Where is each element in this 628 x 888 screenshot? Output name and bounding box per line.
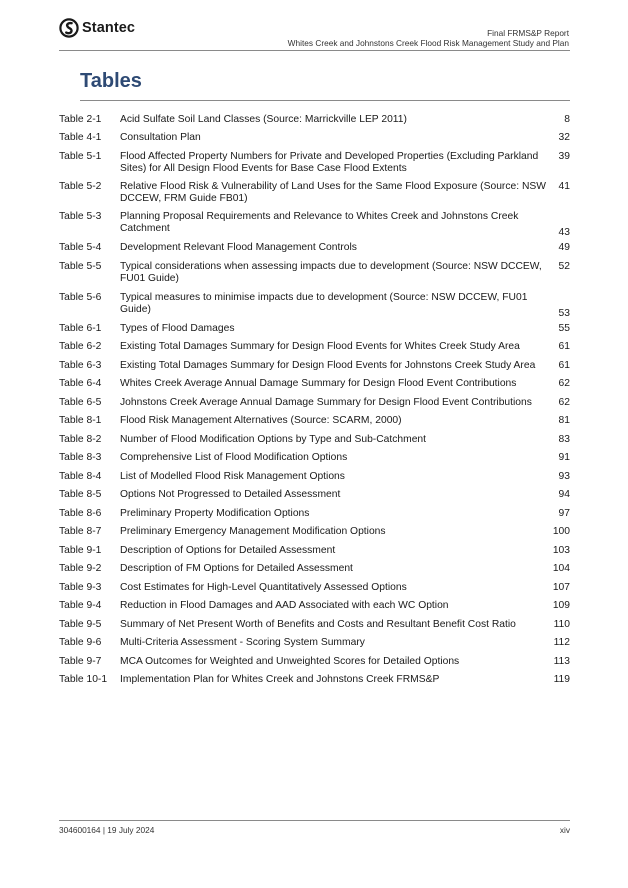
toc-entry[interactable]: [59, 434, 570, 446]
toc-entry-description: Acid Sulfate Soil Land Classes (Source: Marrickville LEP 2011): [120, 114, 407, 125]
toc-entry-description: List of Modelled Flood Risk Management Options: [120, 471, 345, 482]
toc-entry[interactable]: [59, 261, 570, 285]
toc-entry[interactable]: [59, 378, 570, 390]
toc-entry[interactable]: [59, 526, 570, 538]
toc-entry-number: Table 8-5: [59, 489, 102, 500]
toc-entry-description: Consultation Plan: [120, 132, 201, 143]
toc-entry-page: 62: [558, 378, 570, 389]
toc-entry-description: Cost Estimates for High-Level Quantitatively Assessed Options: [120, 582, 407, 593]
toc-entry-description: Johnstons Creek Average Annual Damage Summary for Design Flood Event Contributions: [120, 397, 532, 408]
toc-entry-page: 81: [558, 415, 570, 426]
toc-entry-number: Table 6-2: [59, 341, 102, 352]
toc-entry-page: 97: [558, 508, 570, 519]
toc-entry-number: Table 9-2: [59, 563, 102, 574]
toc-entry-description: Preliminary Property Modification Options: [120, 508, 310, 519]
toc-entry[interactable]: [59, 508, 570, 520]
toc-entry-page: 94: [558, 489, 570, 500]
toc-entry-page: 61: [558, 341, 570, 352]
toc-entry-number: Table 9-4: [59, 600, 102, 611]
toc-entry-description: Existing Total Damages Summary for Design Flood Events for Johnstons Creek Study Area: [120, 360, 536, 371]
toc-entry-description: Reduction in Flood Damages and AAD Associated with each WC Option: [120, 600, 449, 611]
toc-entry[interactable]: [59, 563, 570, 575]
toc-entry-page: 53: [558, 308, 570, 319]
page-header: [59, 18, 569, 52]
toc-entry-number: Table 5-5: [59, 261, 102, 272]
page-title: Tables: [80, 70, 142, 92]
toc-entry-description: Description of FM Options for Detailed Assessment: [120, 563, 353, 574]
toc-entry-page: 107: [552, 582, 570, 593]
toc-entry[interactable]: [59, 656, 570, 668]
toc-entry[interactable]: [59, 132, 570, 144]
toc-entry-page: 49: [558, 242, 570, 253]
toc-entry-page: 83: [558, 434, 570, 445]
toc-entry-page: 119: [553, 674, 570, 685]
toc-entry[interactable]: [59, 341, 570, 353]
toc-entry-number: Table 8-6: [59, 508, 102, 519]
stantec-logo-icon: [59, 18, 79, 38]
toc-entry-page: 8: [564, 114, 570, 125]
toc-entry-number: Table 6-1: [59, 323, 102, 334]
toc-entry-description: Description of Options for Detailed Assessment: [120, 545, 336, 556]
toc-entry-number: Table 8-2: [59, 434, 102, 445]
toc-entry-number: Table 9-1: [59, 545, 102, 556]
toc-entry-number: Table 5-6: [59, 292, 102, 303]
toc-entry-description: Flood Affected Property Numbers for Private and Developed Properties (Excluding Parkland Sites) for All Design Flood Events for Base Case Flood Extents: [120, 151, 539, 174]
toc-entry-description: Multi-Criteria Assessment - Scoring System Summary: [120, 637, 365, 648]
toc-entry-number: Table 8-1: [59, 415, 102, 426]
toc-entry-page: 91: [558, 452, 570, 463]
toc-entry-number: Table 6-5: [59, 397, 102, 408]
toc-entry[interactable]: [59, 323, 570, 335]
logo-text: Stantec: [82, 20, 136, 36]
toc-entry-page: 55: [558, 323, 570, 334]
toc-entry-description: Implementation Plan for Whites Creek and Johnstons Creek FRMS&P: [120, 674, 440, 685]
toc-entry[interactable]: [59, 397, 570, 409]
toc-entry[interactable]: [59, 181, 570, 205]
footer-document-info: 304600164 | 19 July 2024: [59, 825, 155, 835]
toc-entry-number: Table 9-6: [59, 637, 102, 648]
toc-entry[interactable]: [59, 242, 570, 254]
toc-entry-description: Typical considerations when assessing impacts due to development (Source: NSW DCCEW, FU01 Guide): [120, 261, 542, 284]
toc-entry-number: Table 5-3: [59, 211, 102, 222]
toc-entry-description: Flood Risk Management Alternatives (Source: SCARM, 2000): [120, 415, 402, 426]
toc-entry-description: Options Not Progressed to Detailed Assessment: [120, 489, 341, 500]
report-title: Final FRMS&P Report: [487, 28, 569, 38]
toc-entry-page: 39: [558, 151, 570, 162]
toc-entry[interactable]: [59, 471, 570, 483]
toc-entry-number: Table 5-4: [59, 242, 102, 253]
toc-entry-page: 43: [558, 227, 570, 238]
toc-entry-description: Preliminary Emergency Management Modification Options: [120, 526, 386, 537]
toc-entry[interactable]: [59, 151, 570, 175]
toc-entry[interactable]: [59, 292, 570, 320]
toc-entry-number: Table 9-7: [59, 656, 102, 667]
toc-entry-number: Table 5-1: [59, 151, 102, 162]
toc-entry-number: Table 8-7: [59, 526, 102, 537]
toc-entry-description: Comprehensive List of Flood Modification Options: [120, 452, 348, 463]
toc-entry-description: Number of Flood Modification Options by Type and Sub-Catchment: [120, 434, 427, 445]
toc-entry-description: Planning Proposal Requirements and Relevance to Whites Creek and Johnstons Creek Catchment: [120, 211, 519, 234]
toc-entry[interactable]: [59, 114, 570, 126]
toc-entry-page: 113: [553, 656, 570, 667]
toc-entry-number: Table 10-1: [59, 674, 108, 685]
title-divider: [80, 100, 570, 101]
toc-entry-number: Table 9-3: [59, 582, 102, 593]
toc-entry-page: 41: [558, 181, 570, 192]
toc-entry-number: Table 8-3: [59, 452, 102, 463]
footer-page-number: xiv: [559, 825, 570, 835]
report-subtitle: Whites Creek and Johnstons Creek Flood Risk Management Study and Plan: [287, 38, 569, 48]
toc-entry-description: Existing Total Damages Summary for Design Flood Events for Whites Creek Study Area: [120, 341, 520, 352]
toc-entry[interactable]: [59, 360, 570, 372]
toc-entry[interactable]: [59, 619, 570, 631]
toc-entry-page: 32: [558, 132, 570, 143]
toc-entry-page: 109: [552, 600, 570, 611]
toc-entry-description: Summary of Net Present Worth of Benefits and Costs and Resultant Benefit Cost Ratio: [120, 619, 516, 630]
toc-entry-description: Whites Creek Average Annual Damage Summary for Design Flood Event Contributions: [120, 378, 517, 389]
toc-entry-page: 112: [553, 637, 570, 648]
toc-entry-number: Table 5-2: [59, 181, 102, 192]
toc-entry-page: 62: [558, 397, 570, 408]
header-report-info: [288, 28, 569, 48]
toc-entry-description: Relative Flood Risk & Vulnerability of Land Uses for the Same Flood Exposure (Source: NSW DCCEW, FRM Guide FB01): [120, 181, 546, 204]
toc-entry-page: 61: [558, 360, 570, 371]
stantec-logo: [59, 18, 135, 38]
toc-entry-page: 100: [552, 526, 570, 537]
toc-entry[interactable]: [59, 415, 570, 427]
toc-entry-description: Development Relevant Flood Management Controls: [120, 242, 357, 253]
toc-entry[interactable]: [59, 637, 570, 649]
toc-entry-number: Table 6-3: [59, 360, 102, 371]
toc-entry[interactable]: [59, 211, 570, 239]
toc-entry[interactable]: [59, 600, 570, 612]
toc-entry-number: Table 4-1: [59, 132, 102, 143]
toc-entry-description: Typical measures to minimise impacts due to development (Source: NSW DCCEW, FU01 Guide): [120, 292, 528, 315]
toc-entry[interactable]: [59, 489, 570, 501]
toc-entry-number: Table 8-4: [59, 471, 102, 482]
toc-entry-description: Types of Flood Damages: [120, 323, 235, 334]
toc-entry-number: Table 6-4: [59, 378, 102, 389]
header-divider: [59, 50, 570, 51]
toc-entry-page: 104: [552, 563, 570, 574]
toc-entry-number: Table 9-5: [59, 619, 102, 630]
toc-entry-description: MCA Outcomes for Weighted and Unweighted Scores for Detailed Options: [120, 656, 460, 667]
footer-divider: [59, 820, 570, 821]
toc-entry-page: 110: [553, 619, 570, 630]
toc-entry[interactable]: [59, 452, 570, 464]
toc-entry[interactable]: [59, 545, 570, 557]
toc-entry[interactable]: [59, 582, 570, 594]
toc-entry-page: 93: [558, 471, 570, 482]
toc-entry[interactable]: [59, 674, 570, 686]
toc-entry-page: 52: [558, 261, 570, 272]
toc-entry-number: Table 2-1: [59, 114, 102, 125]
toc-entry-page: 103: [552, 545, 570, 556]
